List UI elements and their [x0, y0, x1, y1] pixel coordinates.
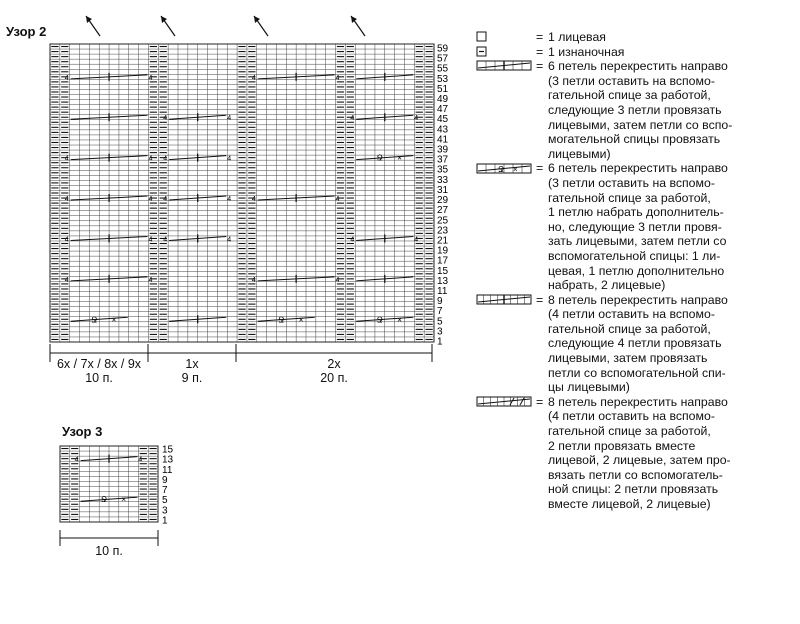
repeat-count-3: 2x — [327, 357, 341, 371]
row-number: 11 — [162, 464, 173, 476]
legend-line: вспомогательной спицы: 1 ли- — [548, 248, 721, 263]
repeat-stitches-3: 20 п. — [320, 371, 348, 385]
legend-symbol — [476, 59, 536, 74]
legend-line: зать лицевыми, затем петли со — [548, 234, 727, 249]
legend-line: набрать, 2 лицевые) — [548, 278, 666, 293]
legend-line: вязать петли со вспомогатель- — [548, 467, 723, 482]
row-number: 5 — [162, 495, 168, 507]
purl-icon — [476, 46, 534, 58]
pattern2-row-numbers — [437, 44, 449, 348]
row-number: 1 — [162, 515, 168, 527]
row-number: 15 — [162, 444, 174, 456]
row-number: 13 — [162, 454, 174, 466]
legend-line: цевая, 1 петлю дополнительно — [548, 263, 725, 278]
cable-count-label: 4 — [148, 276, 153, 284]
row-number: 9 — [162, 474, 168, 486]
legend-line: 8 петель перекрестить направо — [548, 292, 728, 307]
inc-mark: × — [298, 315, 304, 325]
repeat-stitches-1: 10 п. — [85, 371, 113, 385]
pattern3-row-numbers — [162, 445, 174, 527]
inc-mark: × — [111, 315, 117, 325]
legend-symbol — [476, 161, 536, 176]
legend-line: но, следующие 3 петли провя- — [548, 219, 722, 234]
pattern3-title: Узор 3 — [62, 424, 103, 439]
cable-count-label: 4 — [251, 74, 256, 82]
row-number: 37 — [437, 154, 449, 166]
legend-symbol — [476, 293, 536, 308]
cable-count-label: 4 — [227, 236, 232, 244]
repeat-count-1: 6x / 7x / 8x / 9x — [56, 357, 142, 371]
row-number: 7 — [162, 485, 168, 497]
row-number: 25 — [437, 215, 449, 227]
cable-count-label: 4 — [251, 196, 256, 204]
inc-mark: Ջ — [376, 315, 383, 325]
legend-symbol — [476, 45, 536, 60]
cable-count-label: 4 — [64, 236, 69, 244]
legend-line: цы лицевыми) — [548, 380, 630, 395]
legend-line: 1 лицевая — [548, 30, 606, 44]
legend-line: петли со вспомогательной спи- — [548, 365, 726, 380]
arrow-head — [86, 16, 92, 23]
legend-line: (3 петли оставить на вспомо- — [548, 175, 715, 190]
inc-mark: Ջ — [376, 153, 383, 163]
arrow-head — [351, 16, 357, 23]
legend-item — [476, 161, 796, 292]
cable-count-label: 4 — [414, 115, 419, 123]
row-number: 45 — [437, 114, 449, 126]
legend-symbol — [476, 395, 536, 410]
inc-mark: × — [121, 495, 127, 505]
row-number: 35 — [437, 164, 449, 176]
legend-line: 2 петли провязать вместе — [548, 438, 696, 453]
cable8-dec-icon — [476, 396, 534, 408]
legend-line: 6 петель перекрестить направо — [548, 59, 728, 74]
cable-count-label: 4 — [350, 236, 355, 244]
legend-line: (3 петли оставить на вспомо- — [548, 73, 715, 88]
cable-count-label: 4 — [335, 196, 340, 204]
repeat-label-2 — [148, 357, 236, 385]
legend-line: лицевыми, затем провязать — [548, 351, 708, 366]
row-number: 59 — [437, 43, 449, 55]
row-number: 47 — [437, 104, 449, 116]
row-number: 3 — [437, 326, 443, 338]
legend-equals: = — [536, 292, 544, 307]
row-number: 41 — [437, 134, 449, 146]
arrow-head — [161, 16, 167, 23]
row-number: 39 — [437, 144, 449, 156]
legend-symbol — [476, 30, 536, 45]
pattern2-title: Узор 2 — [6, 24, 47, 39]
cable6-inc-icon — [476, 163, 534, 175]
legend-line: гательной спице за работой, — [548, 321, 711, 336]
legend-text — [548, 161, 796, 292]
row-number: 57 — [437, 53, 449, 65]
knit-icon — [476, 31, 534, 43]
legend-line: (4 петли оставить на вспомо- — [548, 307, 715, 322]
legend-line: ной спицы: 2 петли провязать — [548, 482, 719, 497]
legend-line: гательной спице за работой, — [548, 88, 711, 103]
legend-line: 6 петель перекрестить направо — [548, 161, 728, 176]
legend-item — [476, 30, 796, 45]
inc-mark: × — [397, 153, 402, 163]
cable-count-label: 4 — [163, 236, 168, 244]
legend-line: следующие 3 петли провязать — [548, 102, 722, 117]
direction-arrows — [86, 16, 365, 36]
cable-count-label: 4 — [64, 155, 69, 163]
cable-count-label: 4 — [414, 236, 419, 244]
cable8-icon — [476, 294, 534, 306]
svg-text:×: × — [513, 164, 518, 174]
cable-count-label: 4 — [163, 196, 168, 204]
cable-count-label: 4 — [74, 456, 79, 464]
legend-line: лицевой, 2 лицевые, затем про- — [548, 453, 731, 468]
legend-line: могательной спицы провязать — [548, 132, 721, 147]
arrow-head — [254, 16, 260, 23]
legend-line: лицевыми) — [548, 146, 611, 161]
row-number: 53 — [437, 73, 449, 85]
row-number: 33 — [437, 174, 449, 186]
row-number: 29 — [437, 195, 449, 207]
row-number: 21 — [437, 235, 449, 247]
pattern3-width-label: 10 п. — [95, 544, 123, 558]
cable-count-label: 4 — [64, 74, 69, 82]
legend-line: лицевыми, затем петли со вспо- — [548, 117, 733, 132]
legend-line: гательной спице за работой, — [548, 424, 711, 439]
inc-mark: Ջ — [91, 315, 98, 325]
cable-count-label: 4 — [64, 276, 69, 284]
legend-line: (4 петли оставить на вспомо- — [548, 409, 715, 424]
legend-line: 1 петлю набрать дополнитель- — [548, 205, 724, 220]
cable-count-label: 4 — [227, 155, 232, 163]
pattern2-grid — [50, 44, 434, 342]
cable-count-label: 4 — [335, 276, 340, 284]
legend-line: вместе лицевой, 2 лицевые) — [548, 497, 711, 511]
legend-text — [548, 45, 796, 60]
row-number: 31 — [437, 184, 449, 196]
legend-equals: = — [536, 59, 544, 74]
cable-count-label: 4 — [64, 196, 69, 204]
cable-count-label: 4 — [227, 115, 232, 123]
cable-count-label: 4 — [148, 236, 153, 244]
cable-count-label: 4 — [148, 196, 153, 204]
pattern3-grid — [60, 446, 158, 522]
legend-item — [476, 45, 796, 60]
legend-text — [548, 293, 796, 395]
legend-equals: = — [536, 394, 544, 409]
inc-mark: Ջ — [278, 315, 285, 325]
row-number: 15 — [437, 265, 449, 277]
legend-equals: = — [536, 30, 544, 44]
row-number: 7 — [437, 306, 443, 318]
repeat-label-3 — [236, 357, 432, 385]
row-number: 55 — [437, 63, 449, 75]
cable-count-label: 4 — [251, 276, 256, 284]
svg-text:Ջ: Ջ — [498, 164, 505, 174]
legend-equals: = — [536, 161, 544, 176]
row-number: 1 — [437, 336, 443, 348]
repeat-stitches-2: 9 п. — [181, 371, 203, 385]
row-number: 13 — [437, 275, 449, 287]
row-number: 51 — [437, 83, 449, 95]
cable-count-label: 4 — [148, 74, 153, 82]
legend-line: гательной спице за работой, — [548, 190, 711, 205]
row-number: 23 — [437, 225, 449, 237]
row-number: 3 — [162, 505, 168, 517]
repeat-label-1 — [50, 357, 148, 385]
row-number: 9 — [437, 296, 443, 308]
row-number: 49 — [437, 94, 449, 106]
legend-text — [548, 59, 796, 161]
row-number: 27 — [437, 205, 449, 217]
cable-count-label: 4 — [138, 456, 143, 464]
legend-item — [476, 59, 796, 161]
cable-count-label: 4 — [350, 115, 355, 123]
legend-line: следующие 4 петли провязать — [548, 336, 722, 351]
legend-item — [476, 293, 796, 395]
inc-mark: × — [397, 315, 402, 325]
cable-count-label: 4 — [148, 155, 153, 163]
cable-count-label: 4 — [227, 196, 232, 204]
legend-line: 1 изнаночная — [548, 44, 625, 59]
legend-line: 8 петель перекрестить направо — [548, 394, 728, 409]
row-number: 17 — [437, 255, 449, 267]
legend — [476, 30, 796, 512]
legend-equals: = — [536, 44, 544, 59]
cable6-icon — [476, 60, 534, 72]
inc-mark: Ջ — [101, 495, 108, 505]
repeat-count-2: 1x — [185, 357, 199, 371]
cable-count-label: 4 — [163, 115, 168, 123]
legend-text — [548, 395, 796, 512]
row-number: 5 — [437, 316, 443, 328]
row-number: 11 — [437, 285, 448, 297]
cable-count-label: 4 — [163, 155, 168, 163]
row-number: 19 — [437, 245, 449, 257]
legend-text — [548, 30, 796, 45]
cable-count-label: 4 — [335, 74, 340, 82]
legend-item — [476, 395, 796, 512]
row-number: 43 — [437, 124, 449, 136]
